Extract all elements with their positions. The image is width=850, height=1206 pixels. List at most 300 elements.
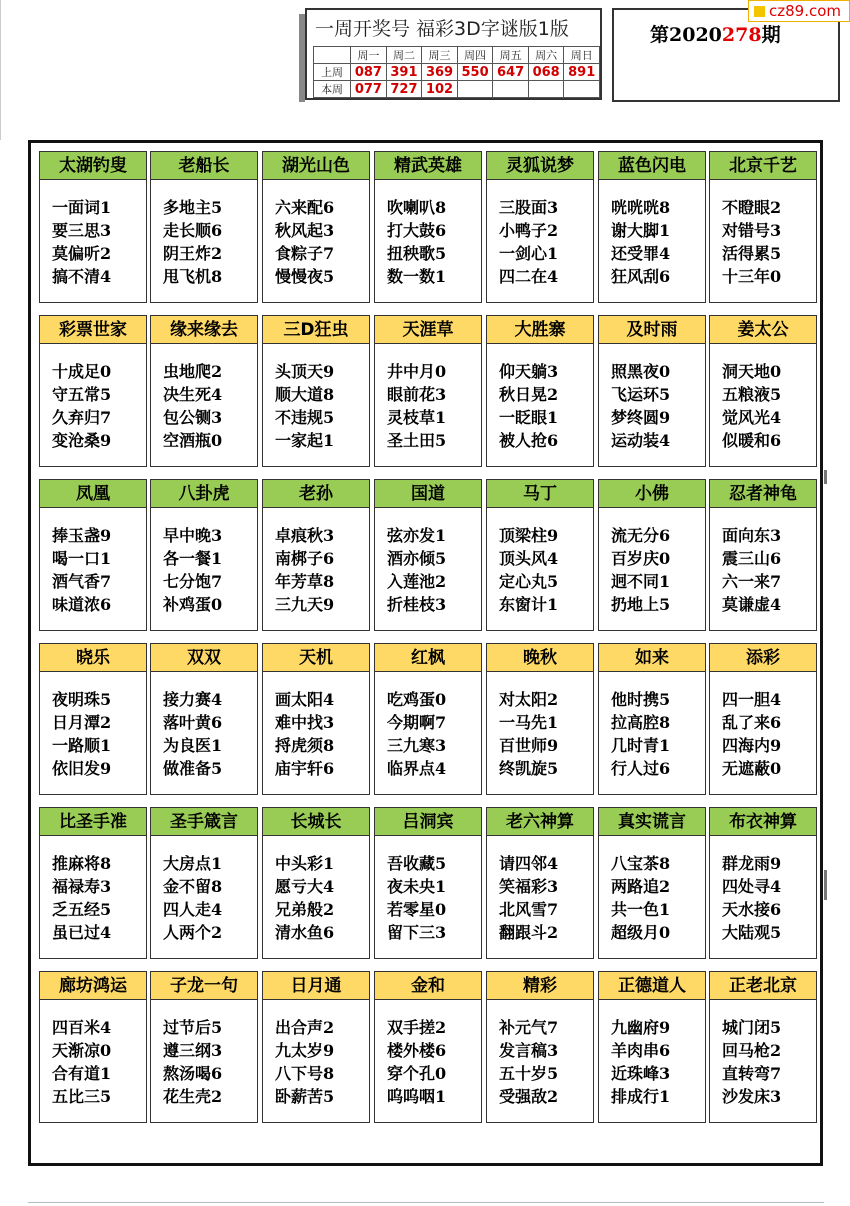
card-title: 天机 [263,644,369,672]
puzzle-card [709,643,817,795]
weekday-label: 周四 [457,47,493,64]
clue-line: 终凯旋5 [499,759,559,778]
card-title: 太湖钓叟 [40,152,146,180]
clue-line: 捧玉盏9 [52,526,112,545]
clue-line: 三九寒3 [387,736,447,755]
puzzle-card [486,479,594,631]
card-title: 晚秋 [487,644,593,672]
edge-mark [824,870,827,900]
card-clues [387,196,446,288]
clue-line: 翻跟斗2 [499,923,559,942]
weekday-label: 周二 [386,47,422,64]
card-clues [499,360,558,452]
puzzle-card [39,807,147,959]
puzzle-card [598,643,706,795]
puzzle-card [486,315,594,467]
draw-number: 891 [564,64,600,81]
clue-line: 狂风刮6 [611,267,671,286]
puzzle-card [374,807,482,959]
puzzle-card [598,807,706,959]
puzzle-card [374,479,482,631]
card-title: 比圣手准 [40,808,146,836]
clue-line: 若零星0 [387,900,447,919]
logo-square-icon [754,6,765,17]
puzzle-card [39,315,147,467]
clue-line: 一家起1 [275,431,335,450]
clue-line: 一眨眼1 [499,408,559,427]
draw-results-box [305,8,602,100]
clue-line: 兄弟般2 [275,900,335,919]
clue-line: 十成足0 [52,362,112,381]
card-title: 吕洞宾 [375,808,481,836]
last-week-label: 上周 [314,64,351,81]
card-title: 金和 [375,972,481,1000]
clue-line: 三股面3 [499,198,559,217]
clue-line: 夜明珠5 [52,690,112,709]
clue-line: 顶梁柱9 [499,526,559,545]
puzzle-card [262,315,370,467]
clue-line: 推麻将8 [52,854,112,873]
card-clues [52,852,111,944]
card-title: 国道 [375,480,481,508]
clue-line: 九幽府9 [611,1018,671,1037]
clue-line: 难中找3 [275,713,335,732]
card-clues [387,1016,446,1108]
clue-line: 庙宇轩6 [275,759,335,778]
this-week-row [314,81,600,98]
clue-line: 四人走4 [163,900,223,919]
card-clues [611,196,670,288]
clue-line: 无遮蔽0 [722,759,782,778]
card-clues [611,360,670,452]
clue-line: 味道浓6 [52,595,112,614]
card-title: 子龙一句 [151,972,257,1000]
card-title: 双双 [151,644,257,672]
puzzle-card [39,151,147,303]
clue-line: 五比三5 [52,1087,112,1106]
clue-line: 清水鱼6 [275,923,335,942]
puzzle-card [598,315,706,467]
clue-line: 东窗计1 [499,595,559,614]
card-clues [387,688,446,780]
draw-number: 550 [457,64,493,81]
card-title: 老孙 [263,480,369,508]
clue-line: 百岁庆0 [611,549,671,568]
card-title: 正德道人 [599,972,705,1000]
card-title: 精彩 [487,972,593,1000]
clue-line: 顶头风4 [499,549,559,568]
draw-number: 727 [386,81,422,98]
clue-line: 照黑夜0 [611,362,671,381]
card-clues [163,1016,222,1108]
clue-line: 食粽子7 [275,244,335,263]
clue-line: 折桂枝3 [387,595,447,614]
weekday-label: 周六 [528,47,564,64]
clue-line: 秋风起3 [275,221,335,240]
this-week-label: 本周 [314,81,351,98]
card-clues [52,1016,111,1108]
card-title: 精武英雄 [375,152,481,180]
card-clues [275,524,334,616]
issue-id: 278 [721,24,762,46]
clue-line: 决生死4 [163,385,223,404]
clue-line: 酒亦倾5 [387,549,447,568]
logo-text: cz89.com [769,2,842,20]
puzzle-card [486,151,594,303]
clue-line: 四百米4 [52,1018,112,1037]
draw-number: 068 [528,64,564,81]
clue-line: 年芳草8 [275,572,335,591]
card-clues [611,1016,670,1108]
clue-line: 行人过6 [611,759,671,778]
clue-line: 对太阳2 [499,690,559,709]
clue-line: 过节后5 [163,1018,223,1037]
clue-line: 迥不同1 [611,572,671,591]
weekday-label: 周日 [564,47,600,64]
card-title: 北京千艺 [710,152,816,180]
card-title: 八卦虎 [151,480,257,508]
clue-line: 一面词1 [52,198,112,217]
clue-line: 四处寻4 [722,877,782,896]
card-title: 红枫 [375,644,481,672]
card-clues [275,196,334,288]
clue-line: 莫偏听2 [52,244,112,263]
clue-line: 面向东3 [722,526,782,545]
card-title: 缘来缘去 [151,316,257,344]
clue-line: 对错号3 [722,221,782,240]
clue-line: 近珠峰3 [611,1064,671,1083]
puzzle-card [486,971,594,1123]
clue-line: 四海内9 [722,736,782,755]
clue-line: 不瞪眼2 [722,198,782,217]
puzzle-card [150,151,258,303]
last-week-row [314,64,600,81]
clue-line: 留下三3 [387,923,447,942]
puzzle-card [262,479,370,631]
clue-line: 六来配6 [275,198,335,217]
issue-number [650,20,781,47]
clue-line: 数一数1 [387,267,447,286]
clue-line: 六一来7 [722,572,782,591]
clue-line: 圣土田5 [387,431,447,450]
card-title: 三D狂虫 [263,316,369,344]
card-clues [387,852,446,944]
clue-line: 沙发床3 [722,1087,782,1106]
card-clues [275,688,334,780]
clue-line: 甩飞机8 [163,267,223,286]
clue-line: 城门闭5 [722,1018,782,1037]
puzzle-card [709,315,817,467]
clue-line: 洞天地0 [722,362,782,381]
card-clues [163,524,222,616]
clue-line: 大房点1 [163,854,223,873]
clue-line: 南梆子6 [275,549,335,568]
clue-line: 接力赛4 [163,690,223,709]
card-clues [722,360,781,452]
clue-line: 似暖和6 [722,431,782,450]
card-clues [387,360,446,452]
clue-line: 补鸡蛋0 [163,595,223,614]
weekday-corner [314,47,351,64]
clue-line: 合有道1 [52,1064,112,1083]
clue-line: 八宝茶8 [611,854,671,873]
clue-line: 花生壳2 [163,1087,223,1106]
card-title: 小佛 [599,480,705,508]
clue-line: 包公铡3 [163,408,223,427]
clue-line: 金不留8 [163,877,223,896]
clue-line: 夜未央1 [387,877,447,896]
clue-line: 直转弯7 [722,1064,782,1083]
clue-line: 回马枪2 [722,1041,782,1060]
clue-line: 喝一口1 [52,549,112,568]
clue-line: 北风雪7 [499,900,559,919]
card-title: 老六神算 [487,808,593,836]
clue-line: 落叶黄6 [163,713,223,732]
card-title: 湖光山色 [263,152,369,180]
puzzle-card [150,479,258,631]
clue-line: 笑福彩3 [499,877,559,896]
clue-line: 呜呜咽1 [387,1087,447,1106]
clue-line: 多地主5 [163,198,223,217]
card-title: 日月通 [263,972,369,1000]
clue-line: 运动装4 [611,431,671,450]
card-clues [499,852,558,944]
clue-line: 两路追2 [611,877,671,896]
clue-line: 各一餐1 [163,549,223,568]
clue-line: 空酒瓶0 [163,431,223,450]
card-clues [275,360,334,452]
puzzle-card [150,315,258,467]
card-title: 天涯草 [375,316,481,344]
card-title: 晓乐 [40,644,146,672]
clue-line: 梦终圆9 [611,408,671,427]
clue-line: 吾收藏5 [387,854,447,873]
clue-line: 仰天躺3 [499,362,559,381]
clue-line: 谢大脚1 [611,221,671,240]
clue-line: 遵三纲3 [163,1041,223,1060]
clue-line: 双手搓2 [387,1018,447,1037]
clue-line: 早中晚3 [163,526,223,545]
clue-line: 吃鸡蛋0 [387,690,447,709]
clue-line: 三九天9 [275,595,335,614]
clue-line: 群龙雨9 [722,854,782,873]
clue-line: 愿亏大4 [275,877,335,896]
draw-number [564,81,600,98]
clue-line: 楼外楼6 [387,1041,447,1060]
clue-line: 被人抢6 [499,431,559,450]
weekday-header-row [314,47,600,64]
clue-line: 出合声2 [275,1018,335,1037]
site-logo[interactable] [748,0,850,22]
clue-line: 小鸭子2 [499,221,559,240]
card-clues [52,196,111,288]
clue-line: 七分饱7 [163,572,223,591]
card-clues [499,1016,558,1108]
puzzle-card [709,971,817,1123]
clue-line: 百世师9 [499,736,559,755]
issue-suffix: 期 [761,24,781,46]
puzzle-card [262,643,370,795]
card-clues [722,688,781,780]
clue-line: 慢慢夜5 [275,267,335,286]
card-title: 姜太公 [710,316,816,344]
puzzle-card [598,479,706,631]
clue-line: 不违规5 [275,408,335,427]
card-clues [611,688,670,780]
puzzle-card [150,643,258,795]
card-clues [52,688,111,780]
clue-line: 大陆观5 [722,923,782,942]
puzzle-card [374,151,482,303]
puzzle-card [262,971,370,1123]
card-title: 正老北京 [710,972,816,1000]
card-clues [52,360,111,452]
puzzle-grid-frame [28,140,823,1166]
bottom-page-rule [28,1202,824,1203]
draw-number [493,81,529,98]
clue-line: 四二在4 [499,267,559,286]
card-title: 蓝色闪电 [599,152,705,180]
card-clues [611,524,670,616]
clue-line: 久弃归7 [52,408,112,427]
puzzle-card [598,971,706,1123]
clue-line: 十三年0 [722,267,782,286]
card-clues [722,196,781,288]
puzzle-card [39,479,147,631]
weekday-label: 周三 [422,47,458,64]
clue-line: 共一色1 [611,900,671,919]
clue-line: 五粮液5 [722,385,782,404]
clue-line: 补元气7 [499,1018,559,1037]
card-title: 彩票世家 [40,316,146,344]
issue-box [612,8,840,102]
draw-number [457,81,493,98]
clue-line: 一路顺1 [52,736,112,755]
card-clues [387,524,446,616]
clue-line: 乏五经5 [52,900,112,919]
clue-line: 卧薪苦5 [275,1087,335,1106]
clue-line: 熬汤喝6 [163,1064,223,1083]
clue-line: 乱了来6 [722,713,782,732]
clue-line: 眼前花3 [387,385,447,404]
clue-line: 五十岁5 [499,1064,559,1083]
edge-mark [824,470,827,484]
clue-line: 定心丸5 [499,572,559,591]
clue-line: 守五常5 [52,385,112,404]
clue-line: 入莲池2 [387,572,447,591]
draw-number: 077 [351,81,387,98]
draw-number: 087 [351,64,387,81]
card-title: 忍者神龟 [710,480,816,508]
clue-line: 咣咣咣8 [611,198,671,217]
card-clues [163,196,222,288]
draw-number [528,81,564,98]
puzzle-card [39,971,147,1123]
clue-line: 流无分6 [611,526,671,545]
card-clues [499,688,558,780]
card-clues [275,1016,334,1108]
clue-line: 酒气香7 [52,572,112,591]
card-title: 廊坊鸿运 [40,972,146,1000]
clue-line: 几时青1 [611,736,671,755]
card-title: 布衣神算 [710,808,816,836]
clue-line: 震三山6 [722,549,782,568]
card-clues [163,360,222,452]
draw-number: 391 [386,64,422,81]
card-title: 圣手箴言 [151,808,257,836]
draw-number: 369 [422,64,458,81]
puzzle-card [374,971,482,1123]
puzzle-card [39,643,147,795]
card-title: 长城长 [263,808,369,836]
card-title: 灵狐说梦 [487,152,593,180]
clue-line: 扭秧歌5 [387,244,447,263]
card-clues [722,1016,781,1108]
puzzle-card [374,643,482,795]
clue-line: 请四邻4 [499,854,559,873]
card-title: 大胜寨 [487,316,593,344]
clue-line: 变沧桑9 [52,431,112,450]
clue-line: 中头彩1 [275,854,335,873]
clue-line: 秋日晃2 [499,385,559,404]
left-page-rule [0,0,1,140]
header-title: 一周开奖号 福彩3D字谜版1版 [315,18,569,40]
card-title: 凤凰 [40,480,146,508]
clue-line: 依旧发9 [52,759,112,778]
puzzle-card [262,151,370,303]
clue-line: 虽已过4 [52,923,112,942]
card-clues [163,688,222,780]
clue-line: 做准备5 [163,759,223,778]
card-title: 马丁 [487,480,593,508]
clue-line: 羊肉串6 [611,1041,671,1060]
card-title: 添彩 [710,644,816,672]
draw-number: 102 [422,81,458,98]
card-title: 真实谎言 [599,808,705,836]
clue-line: 阴王炸2 [163,244,223,263]
clue-line: 他时携5 [611,690,671,709]
puzzle-card [486,807,594,959]
weekday-label: 周一 [351,47,387,64]
card-title: 如来 [599,644,705,672]
clue-line: 觉风光4 [722,408,782,427]
clue-line: 为良医1 [163,736,223,755]
clue-line: 灵枝草1 [387,408,447,427]
draw-number: 647 [493,64,529,81]
clue-line: 活得累5 [722,244,782,263]
clue-line: 一剑心1 [499,244,559,263]
card-clues [275,852,334,944]
clue-line: 今期啊7 [387,713,447,732]
clue-line: 还受罪4 [611,244,671,263]
card-clues [52,524,111,616]
puzzle-card [150,971,258,1123]
clue-line: 八下号8 [275,1064,335,1083]
card-clues [499,196,558,288]
clue-line: 发言稿3 [499,1041,559,1060]
puzzle-card [262,807,370,959]
puzzle-card [709,807,817,959]
issue-prefix: 第2020 [650,24,722,46]
card-clues [722,524,781,616]
card-clues [163,852,222,944]
clue-line: 日月潭2 [52,713,112,732]
clue-line: 走长顺6 [163,221,223,240]
clue-line: 弦亦发1 [387,526,447,545]
clue-line: 画太阳4 [275,690,335,709]
clue-line: 吹喇叭8 [387,198,447,217]
clue-line: 扔地上5 [611,595,671,614]
